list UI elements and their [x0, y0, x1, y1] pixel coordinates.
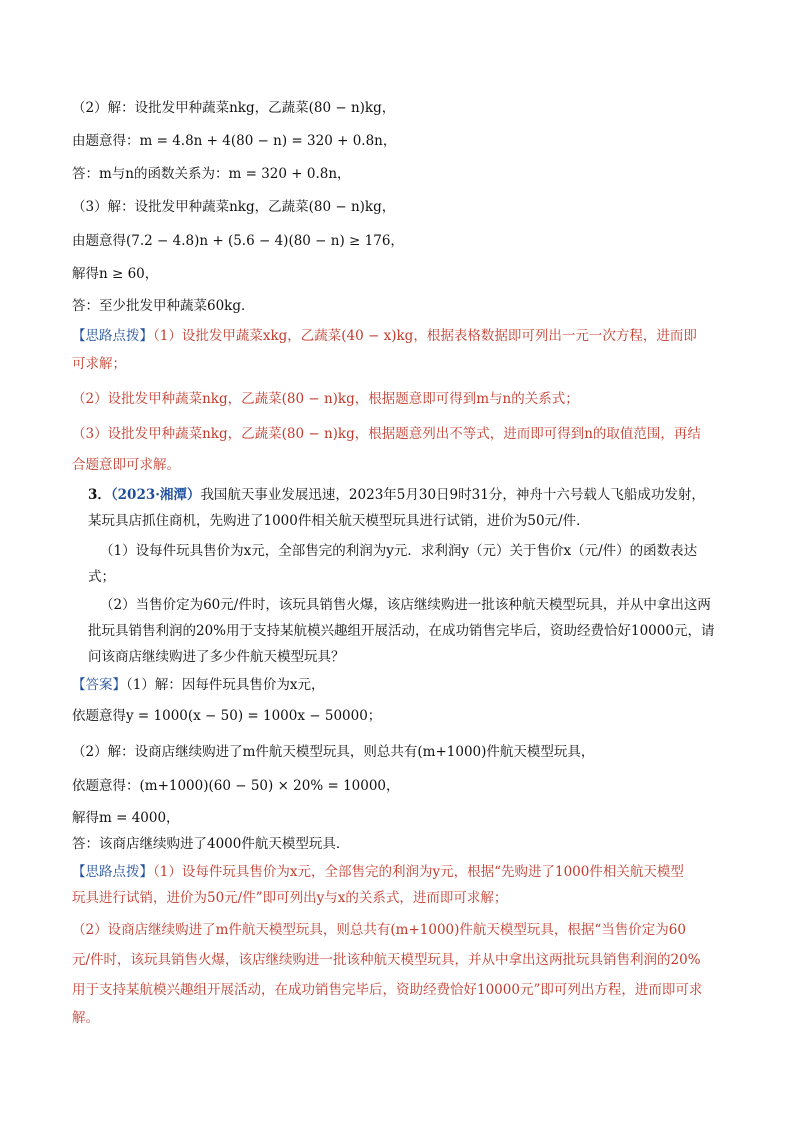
hint2-text-2c: 用于支持某航模兴趣组开展活动，在成功销售完毕后，资助经费恰好10000元”即可列出方程，进而即可求 — [72, 982, 703, 998]
hint2-text-1b: 玩具进行试销，进价为50元/件”即可列出y与x的关系式，进而即可求解； — [72, 890, 508, 906]
answer-paragraph — [72, 675, 732, 695]
answer-line-3: （2）解：设商店继续购进了m件航天模型玩具，则总共有(m+1000)件航天模型玩具， — [72, 744, 595, 760]
answer-line-5: 解得m = 4000， — [72, 810, 180, 826]
hint2-tag: 【思路点拨】 — [72, 864, 153, 880]
equation-line: 由题意得：m = 4.8n + 4(80 − n) = 320 + 0.8n， — [72, 133, 397, 149]
question-part-2c: 问该商店继续购进了多少件航天模型玩具？ — [88, 649, 345, 665]
answer-line: 答：m与n的函数关系为：m = 320 + 0.8n， — [72, 166, 351, 182]
hint2-text-2a: （2）设商店继续购进了m件航天模型玩具，则总共有(m+1000)件航天模型玩具，根据“当售价定为60 — [72, 922, 686, 938]
hint-tag: 【思路点拨】 — [72, 328, 153, 344]
hint-paragraph-1 — [72, 326, 732, 346]
answer-line-4: 依题意得：(m+1000)(60 − 50) × 20% = 10000， — [72, 778, 400, 794]
hint2-paragraph-1 — [72, 862, 732, 882]
solution-line-3: （3）解：设批发甲种蔬菜nkg，乙蔬菜(80 − n)kg， — [72, 199, 396, 215]
answer-tag: 【答案】 — [72, 677, 126, 693]
answer-line-1: （1）解：因每件玩具售价为x元， — [126, 677, 325, 693]
solution-line-2: （2）解：设批发甲种蔬菜nkg，乙蔬菜(80 − n)kg， — [72, 100, 396, 116]
question-part-2b: 批玩具销售利润的20%用于支持某航模兴趣组开展活动，在成功销售完毕后，资助经费恰好10000元，请 — [88, 623, 715, 639]
question-number: 3． — [88, 487, 111, 503]
inequality-line: 由题意得(7.2 − 4.8)n + (5.6 − 4)(80 − n) ≥ 176， — [72, 233, 404, 249]
question-part-1a: （1）设每件玩具售价为x元，全部售完的利润为y元．求利润y（元）关于售价x（元/件）的函数表达 — [100, 543, 698, 559]
answer-line-6: 答：该商店继续购进了4000件航天模型玩具． — [72, 836, 350, 852]
question-source: （2023·湘潭） — [110, 487, 201, 503]
hint2-text-2b: 元/件时，该玩具销售火爆，该店继续购进一批该种航天模型玩具，并从中拿出这两批玩具销售利润的20% — [72, 952, 701, 968]
question-text-2: 某玩具店抓住商机，先购进了1000件相关航天模型玩具进行试销，进价为50元/件． — [88, 513, 590, 529]
answer-line-2: 依题意得y = 1000(x − 50) = 1000x − 50000； — [72, 708, 382, 724]
question-text-1: 我国航天事业发展迅速，2023年5月30日9时31分，神舟十六号载人飞船成功发射， — [200, 487, 705, 503]
hint2-text-1a: （1）设每件玩具售价为x元，全部售完的利润为y元，根据“先购进了1000件相关航天模型 — [153, 864, 684, 880]
result-line: 解得n ≥ 60， — [72, 266, 159, 282]
question-part-1b: 式； — [88, 569, 115, 585]
hint2-text-2d: 解。 — [72, 1010, 99, 1026]
hint-text-3a: （3）设批发甲种蔬菜nkg，乙蔬菜(80 − n)kg，根据题意列出不等式，进而即可得到n的取值范围，再结 — [72, 426, 701, 442]
hint-text-1a: （1）设批发甲蔬菜xkg，乙蔬菜(40 − x)kg，根据表格数据即可列出一元一次方程，进而即 — [153, 328, 697, 344]
hint-text-2: （2）设批发甲种蔬菜nkg，乙蔬菜(80 − n)kg，根据题意即可得到m与n的关系式； — [72, 391, 579, 407]
hint-text-3b: 合题意即可求解。 — [72, 457, 180, 473]
question-part-2a: （2）当售价定为60元/件时，该玩具销售火爆，该店继续购进一批该种航天模型玩具，并从中拿出这两 — [100, 597, 711, 613]
conclusion-line: 答：至少批发甲种蔬菜60kg． — [72, 298, 255, 314]
hint-text-1b: 可求解； — [72, 356, 126, 372]
question-3-header — [88, 485, 748, 505]
